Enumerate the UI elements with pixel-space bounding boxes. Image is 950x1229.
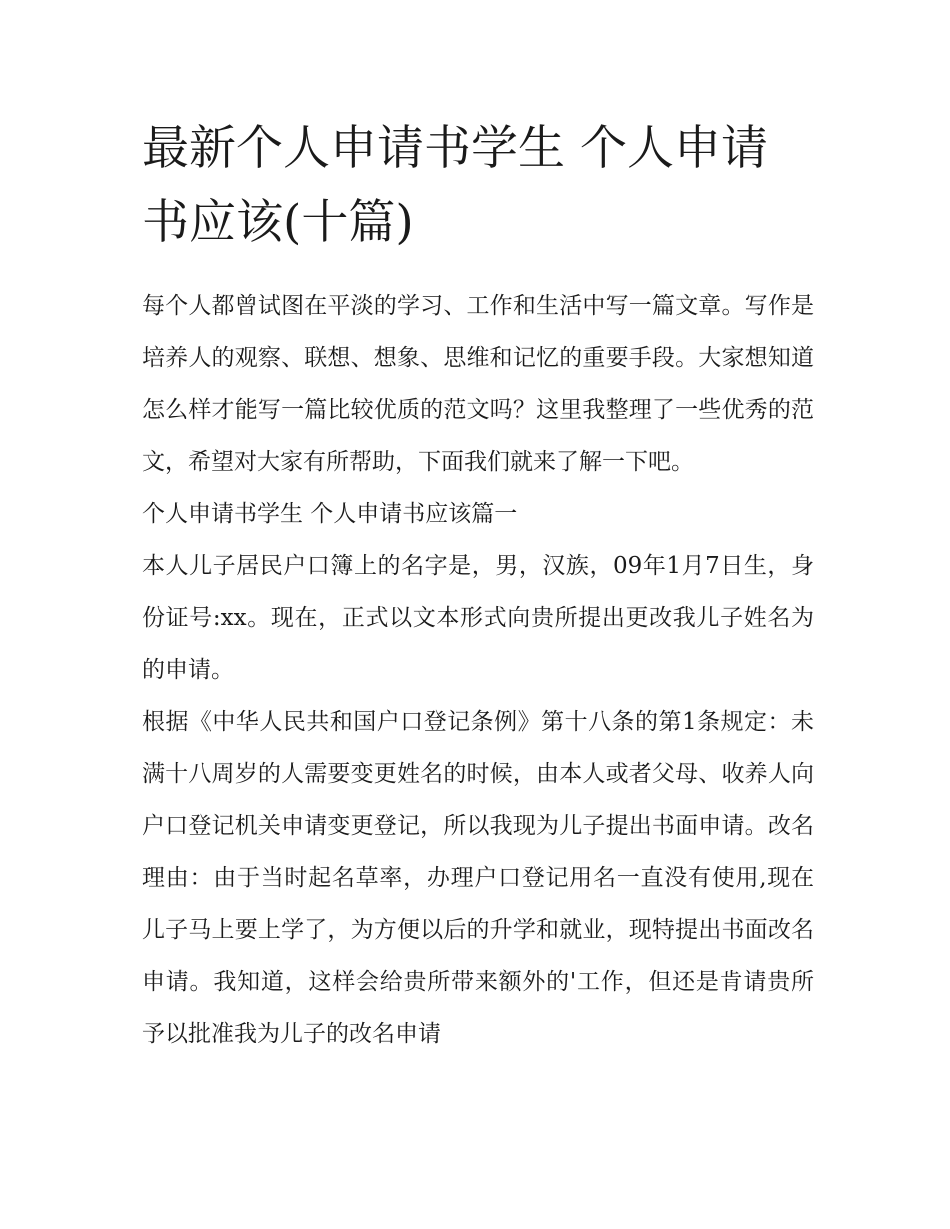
section-heading: 个人申请书学生 个人申请书应该篇一 xyxy=(142,501,518,527)
document-title: 最新个人申请书学生 个人申请书应该(十篇) xyxy=(142,121,768,250)
body-paragraph-2: 根据《中华人民共和国户口登记条例》第十八条的第1条规定：未满十八周岁的人需要变更姓名的时候，由本人或者父母、收养人向户口登记机关申请变更登记，所以我现为儿子提出书面申请。改名理由：由于当时起名草率，办理户口登记用名一直没有使用,现在儿子马上要上学了，为方便以后的升学和就业，现特提出书面改名申请。我知道，这样会给贵所带来额外的'工作，但还是肯请贵所予以批准我为儿子的改名申请 xyxy=(142,709,814,1047)
body-paragraph-1: 本人儿子居民户口簿上的名字是，男，汉族，09年1月7日生，身份证号:xx。现在，正式以文本形式向贵所提出更改我儿子姓名为的申请。 xyxy=(142,553,814,683)
intro-paragraph: 每个人都曾试图在平淡的学习、工作和生活中写一篇文章。写作是培养人的观察、联想、想象、思维和记忆的重要手段。大家想知道怎么样才能写一篇比较优质的范文吗？这里我整理了一些优秀的范文，希望对大家有所帮助，下面我们就来了解一下吧。 xyxy=(142,293,814,475)
document-body xyxy=(142,112,814,1060)
